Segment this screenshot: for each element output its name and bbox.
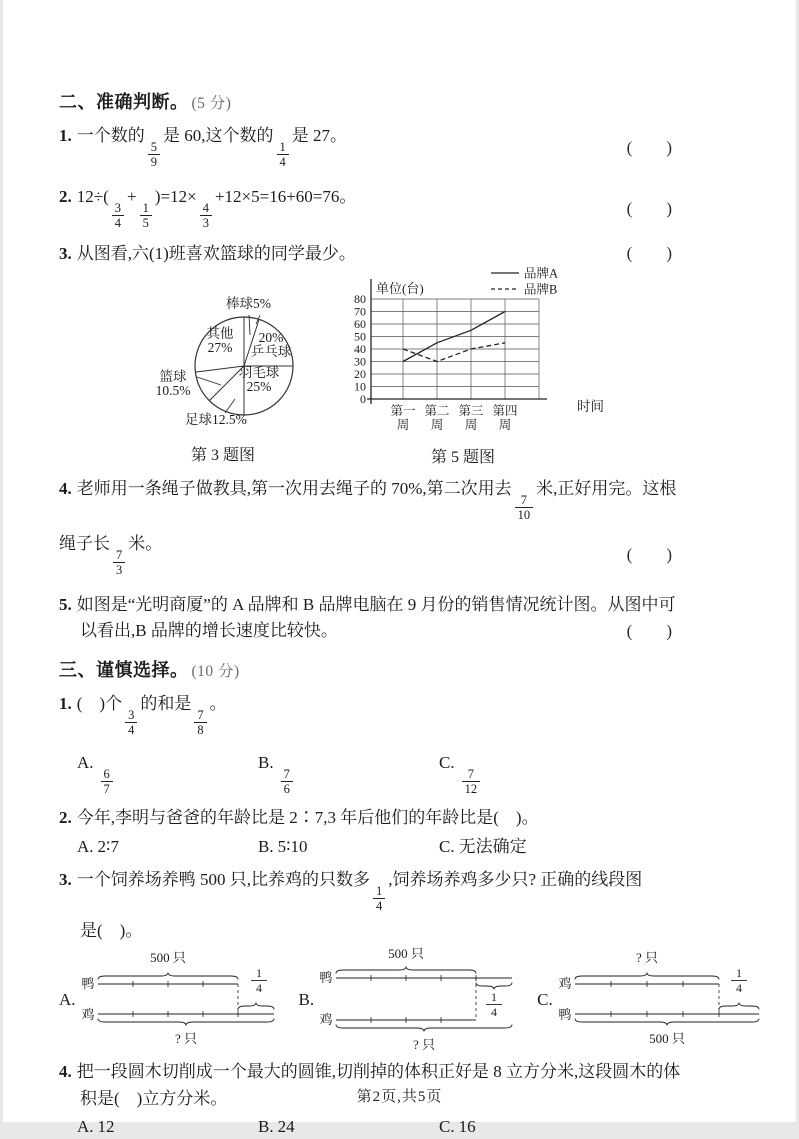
segment-diagram-b: [299, 948, 532, 1052]
question-number: 5.: [59, 594, 72, 614]
brace-label-500: 500 只: [388, 946, 425, 961]
question-text: [59, 808, 539, 827]
text-run: +: [127, 187, 137, 206]
pie-chart: [123, 273, 323, 433]
option-text: 2∶7: [97, 836, 119, 856]
pie-label-pingpong-pct: 20%: [258, 329, 284, 345]
question-number: 3.: [59, 870, 72, 890]
fraction-numerator: 4: [202, 201, 209, 215]
leader-line-baseball: [249, 315, 250, 335]
option-text: 16: [458, 1117, 476, 1137]
section2-heading: [59, 88, 746, 114]
option-b: [258, 835, 439, 859]
fraction-denominator: 8: [194, 722, 206, 737]
option-label: B.: [258, 752, 274, 772]
question-text: [59, 533, 163, 577]
tf-question-3: [59, 242, 746, 267]
fraction: [148, 140, 160, 169]
pie-label-pingpong-name: 乒乓球: [250, 344, 292, 360]
option-text: 5∶10: [277, 836, 308, 856]
fraction-denominator: 10: [515, 507, 534, 522]
question-text: [59, 478, 677, 522]
row-label-top: 鸡: [558, 976, 572, 991]
text-run: 今年,李明与爸爸的年龄比是 2∶7,3 年后他们的年龄比是( )。: [76, 807, 539, 827]
line-chart-figure: [343, 265, 643, 467]
fraction-denominator: 5: [140, 215, 152, 230]
option-label: B.: [258, 836, 274, 856]
text-run: 绳子长: [59, 533, 110, 553]
svg-text:70: 70: [354, 304, 366, 319]
brace-label-question: ? 只: [413, 1037, 436, 1052]
tf-question-4-line1: [59, 473, 746, 528]
fraction: [373, 884, 385, 913]
fraction-numerator: 1: [255, 966, 262, 980]
text-run: 一个饲养场养鸭 500 只,比养鸡的只数多: [76, 870, 370, 890]
brace-500: [336, 967, 476, 974]
segment-diagram-b-svg: [316, 948, 531, 1052]
fraction: [112, 201, 124, 230]
tf-question-2: [59, 181, 746, 236]
mc-question-4-options: [59, 1115, 746, 1139]
svg-text:50: 50: [354, 329, 366, 344]
answer-blank: ( ): [626, 621, 672, 641]
fraction-numerator: 1: [376, 884, 383, 899]
option-label: C.: [439, 752, 455, 772]
mc-question-3-line2: [59, 919, 746, 944]
section3-heading: [59, 656, 746, 682]
question-number: 1.: [59, 126, 72, 145]
text-run: 是 27。: [291, 126, 347, 145]
fraction-numerator: 7: [467, 766, 474, 781]
svg-text:周: 周: [396, 417, 410, 432]
fraction-denominator: 4: [255, 981, 262, 995]
pie-label-other-name: 其他: [206, 325, 234, 341]
segment-diagram-a-svg: [78, 950, 293, 1050]
section3-title: 三、谨慎选择。: [59, 659, 189, 680]
mc-question-3-line1: [59, 864, 746, 919]
pie-label-badminton-name: 羽毛球: [238, 364, 280, 380]
question-text: [59, 870, 643, 914]
text-run: )=12×: [154, 187, 197, 206]
row-label-top: 鸭: [81, 976, 95, 991]
svg-text:周: 周: [464, 417, 478, 432]
fraction: [101, 767, 113, 796]
option-label: C.: [439, 836, 455, 856]
fraction: [194, 708, 206, 737]
text-run: 的和是: [140, 693, 192, 713]
option-label: A.: [77, 836, 94, 856]
figures-row: [123, 266, 746, 469]
row-label-bottom: 鸭: [558, 1007, 572, 1022]
fraction-denominator: 4: [277, 154, 289, 169]
brace-quarter: [476, 983, 512, 990]
fraction-denominator: 4: [373, 898, 385, 913]
option-a: [77, 835, 258, 859]
line-chart-grid: [367, 279, 547, 404]
option-c: [439, 1115, 476, 1139]
brace-label-question: ? 只: [174, 1031, 197, 1046]
segment-diagram-a: [59, 950, 293, 1050]
text-run: 米。: [128, 533, 163, 553]
brace-label-question: ? 只: [635, 950, 658, 965]
option-c: [439, 835, 527, 859]
y-axis-unit-label: 单位(台): [376, 280, 424, 296]
mc-question-2-options: [59, 835, 746, 859]
fraction-numerator: 6: [103, 766, 110, 781]
text-run: ,饲养场养鸡多少只? 正确的线段图: [388, 870, 643, 890]
brace-question: [336, 1025, 512, 1032]
fraction-numerator: 1: [142, 201, 149, 215]
fraction-numerator: 7: [116, 547, 123, 562]
question-text: [59, 244, 356, 263]
svg-text:第一: 第一: [390, 403, 416, 418]
option-c: [439, 751, 483, 796]
brace-question: [98, 1019, 274, 1026]
svg-text:60: 60: [354, 316, 366, 331]
pie-label-other-pct: 27%: [207, 340, 233, 356]
text-run: +12×5=16+60=76。: [214, 187, 357, 206]
text-run: 以看出,B 品牌的增长速度比较快。: [80, 621, 338, 641]
exam-page: [3, 0, 796, 1137]
leader-line-football: [225, 399, 235, 413]
diagram-option-label: A.: [59, 990, 76, 1009]
pie-chart-figure: [123, 273, 323, 465]
pie-label-baseball: 棒球5%: [226, 295, 271, 311]
svg-text:第四: 第四: [492, 403, 518, 418]
svg-text:周: 周: [498, 417, 512, 432]
question-text: [59, 126, 347, 169]
fraction-numerator: 7: [197, 707, 204, 722]
fraction-denominator: 12: [462, 781, 481, 796]
text-run: 如图是“光明商厦”的 A 品牌和 B 品牌电脑在 9 月份的销售情况统计图。从图中可: [76, 594, 676, 614]
fraction: [113, 548, 125, 577]
option-a: [77, 751, 258, 796]
answer-blank: ( ): [626, 243, 672, 263]
option-label: B.: [258, 1117, 274, 1137]
fraction: [200, 201, 212, 230]
svg-text:第二: 第二: [424, 403, 450, 418]
text-run: 。: [209, 693, 227, 713]
fraction-numerator: 5: [150, 140, 157, 154]
question-number: 4.: [59, 478, 72, 498]
fraction-numerator: 3: [128, 707, 135, 722]
pie-label-basketball-pct: 10.5%: [155, 383, 191, 399]
svg-text:40: 40: [354, 341, 366, 356]
option-text: 24: [277, 1117, 295, 1137]
fraction-numerator: 3: [114, 201, 121, 215]
text-run: 一个数的: [76, 126, 145, 145]
segment-diagrams-row: [59, 948, 746, 1052]
pie-caption: 第 3 题图: [190, 446, 255, 464]
fraction: [281, 767, 293, 796]
fraction-denominator: 4: [735, 981, 742, 995]
text-run: ( )个: [76, 693, 123, 713]
section2-score: (5 分): [191, 95, 232, 112]
question-text: [80, 921, 142, 940]
question-text: [59, 693, 227, 737]
question-text: [59, 187, 357, 230]
fraction-denominator: 7: [101, 781, 113, 796]
mc-question-1-options: [59, 747, 746, 800]
fraction-numerator: 1: [491, 990, 498, 1004]
brace-500: [575, 1019, 759, 1026]
leader-line-basketball: [197, 377, 221, 385]
option-label: A.: [77, 1117, 94, 1137]
fraction-denominator: 3: [200, 215, 212, 230]
svg-text:周: 周: [430, 417, 444, 432]
fraction-numerator: 7: [520, 492, 528, 507]
tf-question-1: [59, 120, 746, 175]
question-number: 1.: [59, 693, 72, 713]
line-chart-caption: 第 5 题图: [430, 448, 495, 466]
x-axis-label: 时间: [577, 398, 604, 414]
mc-question-4-line1: [59, 1060, 746, 1085]
brace-label-500: 500 只: [149, 950, 186, 965]
tf-question-4-line2: [59, 528, 746, 583]
text-run: 是( )。: [80, 921, 143, 941]
text-run: 老师用一条绳子做教具,第一次用去绳子的 70%,第二次用去: [76, 478, 512, 498]
text-run: 积是( )立方分米。: [80, 1088, 228, 1108]
text-run: 12÷(: [76, 187, 109, 206]
svg-text:0: 0: [360, 391, 366, 406]
text-run: 米,正好用完。这根: [536, 478, 677, 498]
brace-500: [98, 973, 238, 980]
line-chart: [343, 265, 643, 435]
legend-label-brand-a: 品牌A: [524, 266, 559, 281]
answer-blank: ( ): [626, 137, 672, 157]
legend: [491, 265, 558, 296]
question-number: 4.: [59, 1062, 72, 1081]
pie-label-football: 足球12.5%: [185, 411, 247, 427]
tf-question-5-line1: [59, 593, 746, 618]
text-run: 从图看,六(1)班喜欢篮球的同学最少。: [76, 244, 356, 263]
fraction-denominator: 4: [125, 722, 137, 737]
option-b: [258, 751, 439, 796]
svg-text:30: 30: [354, 354, 366, 369]
page-footer: 第2页,共5页: [356, 1089, 443, 1105]
option-text: 无法确定: [458, 836, 527, 856]
question-number: 2.: [59, 807, 72, 827]
fraction-numerator: 1: [735, 966, 742, 980]
brace-quarter: [238, 1003, 274, 1010]
fraction-denominator: 3: [113, 562, 125, 577]
section3-score: (10 分): [191, 662, 240, 680]
diagram-option-label: B.: [298, 990, 315, 1009]
mc-question-1: [59, 688, 746, 743]
svg-text:第三: 第三: [458, 403, 484, 418]
fraction-denominator: 6: [281, 781, 293, 796]
option-label: A.: [77, 752, 94, 772]
brace-quarter: [719, 1003, 759, 1010]
tf-question-5-line2: [59, 619, 746, 644]
question-text: [59, 595, 676, 614]
mc-question-2: [59, 806, 746, 831]
answer-blank: ( ): [626, 544, 672, 564]
question-text: [80, 621, 338, 640]
fraction-denominator: 4: [112, 215, 124, 230]
fraction: [462, 767, 481, 796]
row-label-bottom: 鸡: [81, 1007, 95, 1022]
question-number: 2.: [59, 187, 72, 206]
line-chart-axis-labels: [354, 292, 518, 432]
brace-label-500: 500 只: [648, 1031, 685, 1046]
question-number: 3.: [59, 244, 72, 263]
pie-label-basketball-name: 篮球: [159, 368, 187, 384]
fraction: [125, 708, 137, 737]
option-text: 12: [97, 1117, 115, 1137]
svg-text:80: 80: [354, 291, 366, 306]
svg-text:20: 20: [354, 366, 366, 381]
option-a: [77, 1115, 258, 1139]
section2-title: 二、准确判断。: [59, 92, 189, 112]
fraction: [515, 493, 534, 522]
fraction: [277, 140, 289, 169]
option-b: [258, 1115, 439, 1139]
question-text: [59, 1062, 680, 1081]
segment-diagram-c-svg: [555, 950, 799, 1050]
legend-label-brand-b: 品牌B: [524, 282, 558, 297]
option-label: C.: [439, 1117, 455, 1137]
row-label-bottom: 鸡: [319, 1012, 333, 1027]
text-run: 把一段圆木切削成一个最大的圆锥,切削掉的体积正好是 8 立方分米,这段圆木的体: [76, 1062, 681, 1081]
fraction-denominator: 9: [148, 154, 160, 169]
fraction-numerator: 1: [279, 140, 286, 154]
diagram-option-label: C.: [537, 990, 553, 1009]
fraction: [140, 201, 152, 230]
pie-label-badminton-pct: 25%: [246, 379, 272, 395]
svg-text:10: 10: [354, 379, 366, 394]
row-label-top: 鸭: [319, 970, 333, 985]
fraction-numerator: 7: [283, 766, 290, 781]
text-run: 是 60,这个数的: [163, 126, 274, 145]
segment-diagram-c: [537, 950, 799, 1050]
brace-question: [575, 973, 719, 980]
answer-blank: ( ): [626, 198, 672, 218]
fraction-denominator: 4: [491, 1005, 498, 1019]
